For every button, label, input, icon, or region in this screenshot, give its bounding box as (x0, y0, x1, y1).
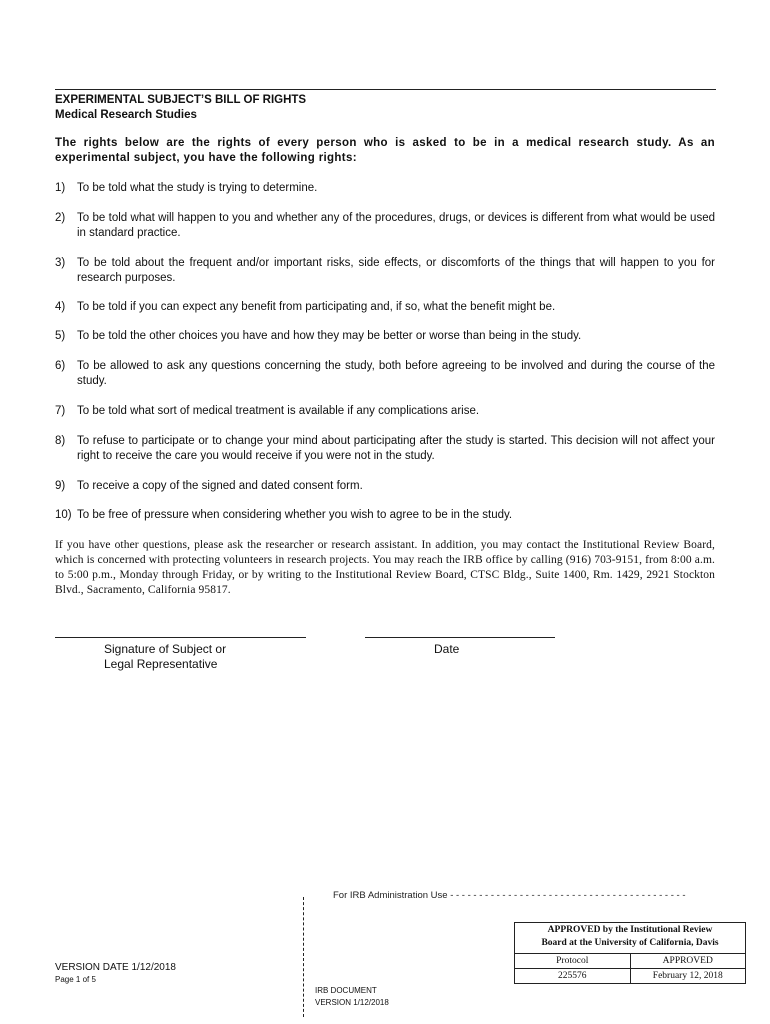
subject-signature-line[interactable] (55, 637, 306, 638)
irb-document-line1: IRB DOCUMENT (315, 986, 377, 995)
subject-signature-label (104, 642, 226, 672)
document-title: EXPERIMENTAL SUBJECT’S BILL OF RIGHTS (55, 94, 307, 106)
right-number: 1) (55, 182, 66, 194)
right-item (55, 479, 715, 494)
subject-signature-label-line1: Signature of Subject or (104, 642, 227, 656)
right-item (55, 300, 715, 315)
intro-paragraph: The rights below are the rights of every person who is asked to be in a medical research study. As an experimental subject, you have the following rights: (55, 137, 715, 164)
right-text: To be told the other choices you have and how they may be better or worse than being in the study. (77, 330, 582, 342)
right-item (55, 508, 715, 523)
right-number: 8) (55, 435, 66, 447)
right-item (55, 434, 715, 464)
right-text: To be told if you can expect any benefit from participating and, if so, what the benefit might be. (77, 301, 556, 313)
irb-approval-stamp (514, 922, 746, 984)
approval-heading-line1: APPROVED by the Institutional Review (547, 925, 713, 935)
right-text: To receive a copy of the signed and dated consent form. (77, 480, 363, 492)
right-text: To be told about the frequent and/or important risks, side effects, or discomforts of the things that will happen to you for research purposes. (77, 257, 715, 284)
right-number: 4) (55, 301, 66, 313)
right-text: To refuse to participate or to change your mind about participating after the study is started. This decision will not affect your right to receive the care you would receive if you were not in the study. (77, 435, 715, 462)
title-block (55, 93, 715, 123)
right-item (55, 256, 715, 286)
right-item (55, 181, 715, 196)
version-date: VERSION DATE 1/12/2018 (55, 962, 176, 973)
subject-signature-label-line2: Legal Representative (104, 657, 218, 671)
top-rule (55, 89, 716, 90)
document-subtitle: Medical Research Studies (55, 109, 197, 121)
right-number: 3) (55, 257, 66, 269)
approval-heading-line2: Board at the University of California, Davis (541, 938, 719, 948)
page-number: Page 1 of 5 (55, 975, 96, 984)
approval-label-row (515, 954, 745, 968)
irb-document-line2: VERSION 1/12/2018 (315, 998, 389, 1007)
right-item (55, 211, 715, 241)
approval-heading (515, 923, 745, 954)
contact-paragraph: If you have other questions, please ask the researcher or research assistant. In addition, you may contact the Institutional Review Board, which is concerned with protecting volunteers in research projects. You may reach the IRB office by calling (916) 703-9151, from 8:00 a.m. to 5:00 p.m., Monday through Friday, or by writing to the Institutional Review Board, CTSC Bldg., Suite 1400, Rm. 1429, 2921 Stockton Blvd., Sacramento, California 95817. (55, 539, 715, 596)
right-number: 10) (55, 509, 72, 521)
right-number: 5) (55, 330, 66, 342)
right-number: 6) (55, 360, 66, 372)
right-text: To be allowed to ask any questions concerning the study, both before agreeing to be involved and during the course of the study. (77, 360, 715, 387)
right-text: To be free of pressure when considering whether you wish to agree to be in the study. (77, 509, 513, 521)
right-item (55, 404, 715, 419)
right-text: To be told what the study is trying to determine. (77, 182, 318, 194)
approved-date: February 12, 2018 (630, 969, 746, 983)
right-text: To be told what will happen to you and whether any of the procedures, drugs, or devices is different from what would be used in standard practice. (77, 212, 715, 239)
right-number: 2) (55, 212, 66, 224)
date-signature-line[interactable] (365, 637, 555, 638)
right-item (55, 359, 715, 389)
right-number: 7) (55, 405, 66, 417)
protocol-label: Protocol (556, 956, 589, 966)
irb-document-label (315, 985, 389, 1009)
irb-admin-use-label: For IRB Administration Use - - - - - - - - - - - - - - - - - - - - - - - - - - - - - - - - - - - - - - - - - (333, 890, 686, 901)
date-label: Date (434, 642, 460, 656)
dashed-divider (303, 897, 304, 1017)
right-item (55, 329, 715, 344)
protocol-number: 225576 (558, 971, 587, 981)
approved-label: APPROVED (630, 954, 746, 968)
right-number: 9) (55, 480, 66, 492)
approval-value-row (515, 968, 745, 983)
right-text: To be told what sort of medical treatment is available if any complications arise. (77, 405, 480, 417)
